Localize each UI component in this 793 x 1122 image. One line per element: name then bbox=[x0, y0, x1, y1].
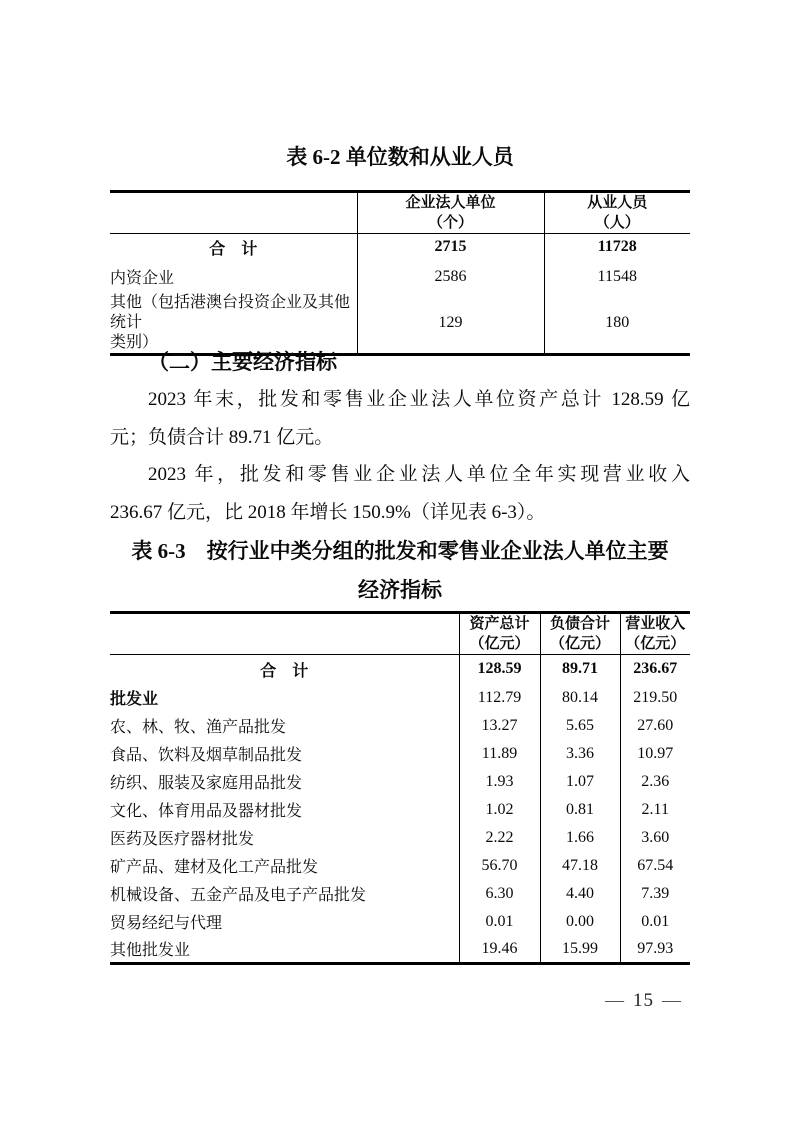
paragraph-line: 元；负债合计 89.71 亿元。 bbox=[110, 426, 334, 448]
cell-value: 2.36 bbox=[620, 768, 690, 796]
cell-value: 2715 bbox=[357, 234, 544, 261]
cell-value: 1.07 bbox=[540, 768, 620, 796]
table-6-3 bbox=[110, 611, 690, 965]
row-label: 合 计 bbox=[209, 240, 258, 258]
page-number-dash-right: — bbox=[662, 990, 682, 1011]
cell-value: 11728 bbox=[544, 234, 690, 261]
header-line: 负债合计 bbox=[549, 615, 610, 632]
row-label: 医药及医疗器材批发 bbox=[110, 831, 255, 848]
row-label: 机械设备、五金产品及电子产品批发 bbox=[110, 887, 367, 904]
cell-value: 80.14 bbox=[540, 684, 620, 712]
header-line: 企业法人单位 bbox=[405, 194, 496, 211]
table-row bbox=[110, 908, 690, 936]
cell-value: 219.50 bbox=[620, 684, 690, 712]
table-6-2-title: 表 6-2 单位数和从业人员 bbox=[286, 145, 514, 169]
table-6-2 bbox=[110, 190, 690, 356]
cell-value: 2586 bbox=[357, 261, 544, 293]
header-line: （人） bbox=[594, 214, 640, 231]
row-label-line: 其他（包括港澳台投资企业及其他统计 bbox=[110, 293, 351, 331]
header-line: （亿元） bbox=[549, 635, 610, 652]
table-row bbox=[110, 261, 690, 293]
table-row-total bbox=[110, 234, 690, 261]
table-6-2-header-row bbox=[110, 192, 690, 234]
cell-value: 5.65 bbox=[540, 712, 620, 740]
cell-value: 97.93 bbox=[620, 936, 690, 964]
row-label: 文化、体育用品及器材批发 bbox=[110, 803, 303, 820]
table-6-3-title-line2: 经济指标 bbox=[358, 578, 442, 602]
table-row bbox=[110, 880, 690, 908]
body-paragraphs bbox=[110, 381, 690, 531]
table-6-3-header-assets bbox=[459, 613, 540, 655]
table-row-group bbox=[110, 684, 690, 712]
table-6-2-header-units bbox=[357, 192, 544, 234]
cell-value: 1.02 bbox=[459, 796, 540, 824]
cell-value: 7.39 bbox=[620, 880, 690, 908]
cell-value: 129 bbox=[357, 293, 544, 355]
cell-value: 3.60 bbox=[620, 824, 690, 852]
cell-value: 180 bbox=[544, 293, 690, 355]
cell-value: 56.70 bbox=[459, 852, 540, 880]
cell-value: 67.54 bbox=[620, 852, 690, 880]
table-row bbox=[110, 740, 690, 768]
page-number bbox=[597, 990, 690, 1012]
table-row bbox=[110, 796, 690, 824]
paragraph-line: 2023 年，批发和零售业企业法人单位全年实现营业收入 bbox=[148, 464, 690, 485]
cell-value: 1.93 bbox=[459, 768, 540, 796]
row-label: 农、林、牧、渔产品批发 bbox=[110, 719, 287, 736]
cell-value: 11.89 bbox=[459, 740, 540, 768]
table-6-3-header-empty bbox=[110, 613, 459, 655]
header-line: （个） bbox=[427, 214, 473, 231]
paragraph-line: 236.67 亿元，比 2018 年增长 150.9%（详见表 6-3）。 bbox=[110, 501, 546, 523]
row-label bbox=[110, 293, 357, 355]
table-6-2-header-empty bbox=[110, 192, 357, 234]
paragraph-line: 2023 年末，批发和零售业企业法人单位资产总计 128.59 亿 bbox=[148, 389, 690, 410]
header-line: （亿元） bbox=[469, 635, 530, 652]
table-6-3-header-revenue bbox=[620, 613, 690, 655]
table-6-3-title bbox=[110, 532, 690, 610]
row-label: 内资企业 bbox=[110, 270, 175, 287]
cell-value: 4.40 bbox=[540, 880, 620, 908]
cell-value: 47.18 bbox=[540, 852, 620, 880]
cell-value: 19.46 bbox=[459, 936, 540, 964]
table-6-3-header-row bbox=[110, 613, 690, 655]
table-6-2-header-persons bbox=[544, 192, 690, 234]
cell-value: 27.60 bbox=[620, 712, 690, 740]
cell-value: 89.71 bbox=[540, 655, 620, 684]
row-label: 纺织、服装及家庭用品批发 bbox=[110, 775, 303, 792]
cell-value: 15.99 bbox=[540, 936, 620, 964]
cell-value: 0.01 bbox=[459, 908, 540, 936]
row-label: 合 计 bbox=[260, 662, 309, 680]
cell-value: 3.36 bbox=[540, 740, 620, 768]
table-row bbox=[110, 712, 690, 740]
cell-value: 2.11 bbox=[620, 796, 690, 824]
header-line: 资产总计 bbox=[469, 615, 530, 632]
header-line: （亿元） bbox=[625, 635, 686, 652]
row-label: 食品、饮料及烟草制品批发 bbox=[110, 747, 303, 764]
page-number-value: 15 bbox=[633, 990, 654, 1011]
header-line: 从业人员 bbox=[587, 194, 648, 211]
row-label-line: 类别） bbox=[110, 333, 159, 351]
table-6-3-header-liabilities bbox=[540, 613, 620, 655]
table-row-total bbox=[110, 655, 690, 684]
table-row bbox=[110, 852, 690, 880]
cell-value: 236.67 bbox=[620, 655, 690, 684]
section-heading: （二）主要经济指标 bbox=[148, 350, 337, 374]
cell-value: 112.79 bbox=[459, 684, 540, 712]
header-line: 营业收入 bbox=[625, 615, 686, 632]
cell-value: 2.22 bbox=[459, 824, 540, 852]
row-label: 矿产品、建材及化工产品批发 bbox=[110, 859, 319, 876]
cell-value: 13.27 bbox=[459, 712, 540, 740]
cell-value: 128.59 bbox=[459, 655, 540, 684]
cell-value: 11548 bbox=[544, 261, 690, 293]
cell-value: 1.66 bbox=[540, 824, 620, 852]
table-row bbox=[110, 936, 690, 964]
cell-value: 6.30 bbox=[459, 880, 540, 908]
row-label: 贸易经纪与代理 bbox=[110, 915, 223, 932]
cell-value: 10.97 bbox=[620, 740, 690, 768]
table-row bbox=[110, 293, 690, 355]
table-row bbox=[110, 768, 690, 796]
cell-value: 0.01 bbox=[620, 908, 690, 936]
table-row bbox=[110, 824, 690, 852]
row-label: 批发业 bbox=[110, 691, 159, 708]
row-label: 其他批发业 bbox=[110, 942, 191, 960]
cell-value: 0.81 bbox=[540, 796, 620, 824]
cell-value: 0.00 bbox=[540, 908, 620, 936]
table-6-3-title-line1: 表 6-3 按行业中类分组的批发和零售业企业法人单位主要 bbox=[131, 539, 669, 563]
page-number-dash-left: — bbox=[605, 990, 625, 1011]
